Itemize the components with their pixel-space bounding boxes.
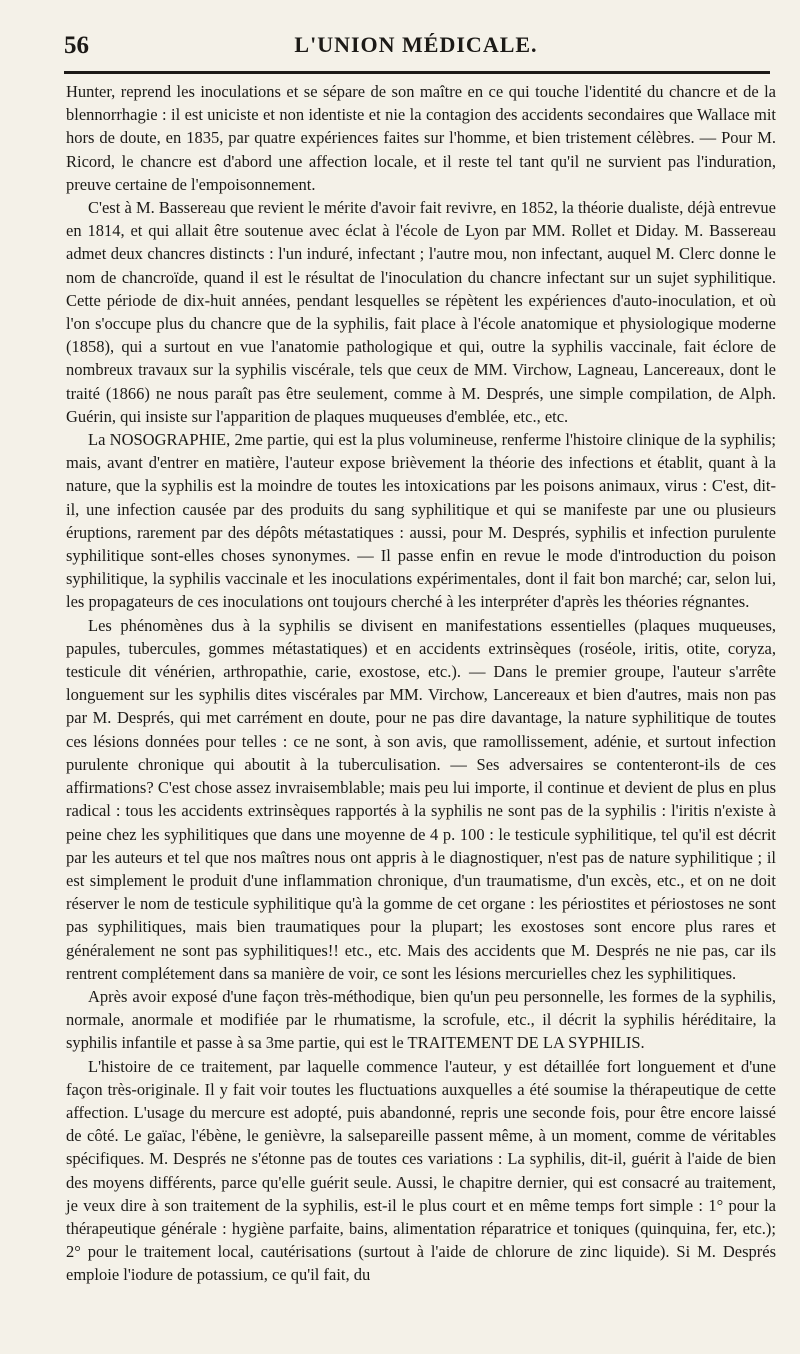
paragraph: Les phénomènes dus à la syphilis se divisent en manifestations essentielles (plaques muqueuses, papules, tubercules, gommes métastatiques) et en accidents extrinsèques (roséole, iritis, otite, coryza, testicule dit vénérien, arthropathie, carie, exostose, etc.). — Dans le premier groupe, l'auteur s'arrête longuement sur les syphilis dites viscérales par MM. Virchow, Lancereaux et bien d'autres, mais non pas par M. Després, qui met carrément en doute, pour ne pas dire davantage, la nature syphilitique de toutes ces lésions données pour telles : ce ne sont, à son avis, que ramollissement, adénie, et surtout infection purulente chronique qui aboutit à la tuberculisation. — Ses adversaires se contenteront-ils de ces affirmations? C'est chose assez invraisemblable; mais peu lui importe, il continue et devient de plus en plus radical : tous les accidents extrinsèques rapportés à la syphilis ne sont pas de la syphilis : l'iritis n'existe à peine chez les syphilitiques que dans une moyenne de 4 p. 100 : le testicule syphilitique, tel qu'il est décrit par les auteurs et tel que nos maîtres nous ont appris à le diagnostiquer, n'est pas de nature syphilitique ; il est simplement le produit d'une inflammation chronique, d'un traumatisme, d'un excès, etc., et on ne doit réserver le nom de testicule syphilitique qu'à la gomme de cet organe : les périostites et périostoses ne sont pas syphilitiques, mais bien traumatiques pour la plupart; les exostoses sont encore plus rares et généralement ne sont pas syphilitiques!! etc., etc. Mais des accidents que M. Després ne nie pas, car ils rentrent complétement dans sa manière de voir, ce sont les lésions mercurielles chez les syphilitiques. — [66, 615, 776, 983]
paragraph: L'histoire de ce traitement, par laquelle commence l'auteur, y est détaillée fort longuement et d'une façon très-originale. Il y fait voir toutes les fluctuations auxquelles a été soumise la thérapeutique de cette affection. L'usage du mercure est adopté, puis abandonné, repris une seconde fois, pour être encore laissé de côté. Le gaïac, l'ébène, le genièvre, la salsepareille passent même, à un moment, comme de véritables spécifiques. M. Després ne s'étonne pas de toutes ces variations : La syphilis, dit-il, guérit à l'aide de bien des moyens différents, parce qu'elle guérit seule. Aussi, le chapitre dernier, qui est consacré au traitement, je veux dire à son traitement de la syphilis, est-il le plus court et en même temps fort simple : 1° pour la thérapeutique générale : hygiène parfaite, bains, alimentation réparatrice et toniques (quinquina, fer, etc.); 2° pour le traitement local, cautérisations (surtout à l'aide de chlorure de zinc liquide). Si M. Després emploie l'iodure de potassium, ce qu'il fait, du — [66, 1056, 776, 1285]
journal-title: L'UNION MÉDICALE. — [294, 32, 538, 57]
article-body — [66, 80, 776, 1287]
paragraph: Hunter, reprend les inoculations et se sépare de son maître en ce qui touche l'identité du chancre et de la blennorrhagie : il est uniciste et non identiste et nie la contagion des accidents secondaires que Wallace mit hors de doute, en 1835, par quatre expériences faites sur l'homme, et bien tristement célèbres. — Pour M. Ricord, le chancre est d'abord une affection locale, et il reste tel tant qu'il ne survient pas l'induration, preuve certaine de l'empoisonnement. — [66, 82, 776, 194]
header-rule — [64, 71, 770, 74]
page-header — [64, 30, 768, 70]
page-number: 56 — [64, 32, 89, 59]
paragraph: C'est à M. Bassereau que revient le mérite d'avoir fait revivre, en 1852, la théorie dualiste, déjà entrevue en 1814, et qui allait être soutenue avec éclat à l'école de Lyon par MM. Rollet et Diday. M. Bassereau admet deux chancres distincts : l'un induré, infectant ; l'autre mou, non infectant, auquel M. Clerc donne le nom de chancroïde, quand il est le résultat de l'inoculation du chancre infectant sur un sujet syphilitique. Cette période de dix-huit années, pendant lesquelles se répètent les expériences d'auto-inoculation, et où l'on s'occupe plus du chancre que de la syphilis, fait place à l'école anatomique et physiologique moderne (1858), qui a surtout en vue l'anatomie pathologique et qui, outre la syphilis vaccinale, fait éclore de nombreux travaux sur la syphilis viscérale, tels que ceux de MM. Virchow, Lagneau, Lancereaux, dont le traité (1866) ne nous paraît pas être seulement, comme à M. Després, une simple compilation, de Alph. Guérin, qui insiste sur l'apparition de plaques muqueuses d'emblée, etc., etc. — [66, 198, 776, 426]
paragraph: La NOSOGRAPHIE, 2me partie, qui est la plus volumineuse, renferme l'histoire clinique de la syphilis; mais, avant d'entrer en matière, l'auteur expose brièvement la théorie des infections et établit, quant à la nature, que la syphilis est la moindre de toutes les intoxications par les poisons animaux, virus : C'est, dit-il, une infection causée par des produits du sang syphilitique et qui se manifeste par une ou plusieurs éruptions, rarement par des dépôts métastatiques : aussi, pour M. Després, syphilis et infection purulente syphilitique sont-elles choses synonymes. — Il passe enfin en revue le mode d'introduction du poison syphilitique, la syphilis vaccinale et les inoculations expérimentales, dont il fait bon marché; car, selon lui, les propagateurs de ces inoculations ont toujours cherché à les interpréter d'après les théories régnantes. — [66, 430, 776, 612]
paragraph: Après avoir exposé d'une façon très-méthodique, bien qu'un peu personnelle, les formes de la syphilis, normale, anormale et modifiée par le rhumatisme, la scrofule, etc., il décrit la syphilis héréditaire, la syphilis infantile et passe à sa 3me partie, qui est le TRAITEMENT DE LA SYPHILIS. — [66, 986, 776, 1053]
